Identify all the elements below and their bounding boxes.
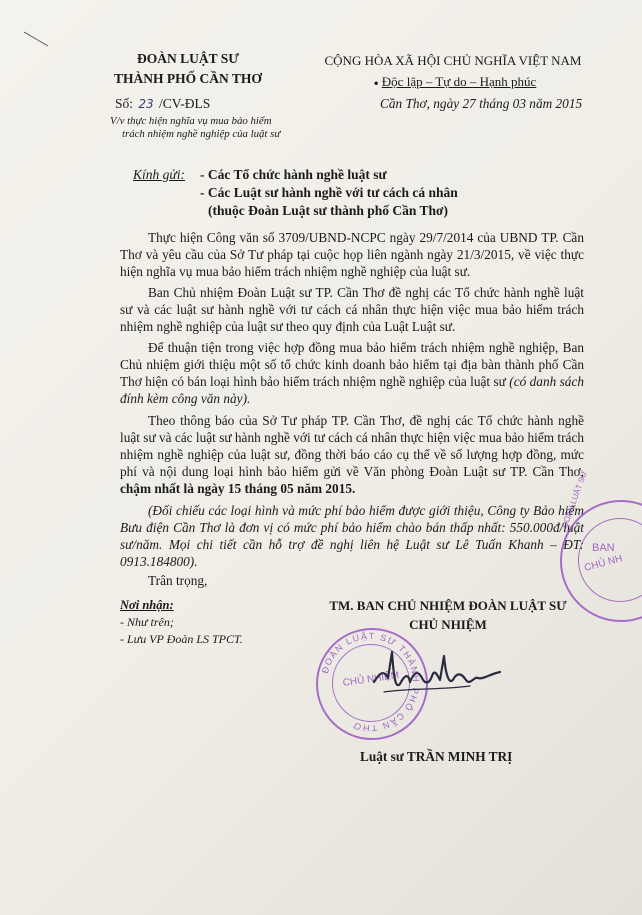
paragraph-4-content: [120, 412, 584, 497]
paragraph-4-text: Theo thông báo của Sở Tư pháp TP. Cần Thơ, đề nghị các Tổ chức hành nghề luật sư và các luật sư hành nghề với tư cách cá nhân thực hiện việc mua bảo hiểm trách nhiệm nghề nghiệp của luật sư, đồng thời báo cáo cụ thể về số lượng hợp đồng, mức phí và nội dung loại hình bảo hiểm gửi về Văn phòng Đoàn Luật sư TP. Cần Thơ,: [120, 413, 584, 479]
distribution-item-2: - Lưu VP Đoàn LS TPCT.: [120, 632, 243, 646]
signer-name: Luật sư TRẦN MINH TRỊ: [360, 749, 513, 764]
handwritten-signature: [370, 642, 520, 712]
distribution-item-1: - Như trên;: [120, 615, 174, 629]
document-number-suffix: /CV-ĐLS: [159, 96, 211, 111]
paragraph-4-deadline: chậm nhất là ngày 15 tháng 05 năm 2015.: [120, 481, 356, 496]
paragraph-2-text: Ban Chủ nhiệm Đoàn Luật sư TP. Cần Thơ đề nghị các Tổ chức hành nghề luật sư và các luật sư hành nghề với tư cách cá nhân thực hiện việc mua bảo hiểm trách nhiệm nghề nghiệp của luật sư theo quy định của Luật Luật sư.: [120, 285, 584, 334]
document-number-handwritten: 23: [138, 97, 154, 111]
closing-greeting: Trân trọng,: [148, 573, 208, 588]
paragraph-3-content: [120, 339, 584, 407]
paragraph-5-note: [120, 502, 584, 570]
official-stamp-center-text: CHỦ NHIỆM: [342, 670, 400, 689]
distribution-label: Nơi nhận:: [120, 598, 174, 612]
motto-bullet-icon: ●: [373, 78, 379, 88]
nation-motto-text: Độc lập – Tự do – Hạnh phúc: [381, 74, 537, 89]
org-name-line1: ĐOÀN LUẬT SƯ: [136, 51, 239, 66]
edge-stamp-text2: CHỦ NH: [583, 553, 624, 574]
document-number: [115, 96, 210, 112]
official-stamp-ring-label: ĐOÀN LUẬT SƯ THÀNH PHỐ CẦN THƠ: [319, 630, 422, 734]
subject-line2: trách nhiệm nghề nghiệp của luật sư: [122, 128, 281, 140]
nation-title: CỘNG HÒA XÃ HỘI CHỦ NGHĨA VIỆT NAM: [324, 53, 582, 68]
paragraph-4: [120, 412, 584, 497]
document-number-label: Số:: [115, 96, 134, 111]
edge-stamp-text1: BAN: [592, 542, 615, 554]
paragraph-2: [120, 284, 584, 335]
recipient-line3: (thuộc Đoàn Luật sư thành phố Cần Thơ): [208, 203, 449, 218]
recipients-label: Kính gửi:: [133, 167, 185, 182]
org-name-line2: THÀNH PHỐ CẦN THƠ: [114, 71, 262, 86]
recipient-line1: - Các Tổ chức hành nghề luật sư: [200, 167, 387, 182]
paragraph-3: [120, 339, 584, 407]
subject-line1: V/v thực hiện nghĩa vụ mua bảo hiểm: [110, 115, 272, 127]
paragraph-5-text: (Đối chiếu các loại hình và mức phí bảo hiểm được giới thiệu, Công ty Bảo hiểm Bưu điện Cần Thơ là đơn vị có mức phí bảo hiểm chào bán thấp nhất: 550.000đ/luật sư/năm. Mọi chi tiết cần hỗ trợ đề nghị liên hệ Luật sư Lê Tuấn Khanh – ĐT: 0913.184800).: [120, 503, 584, 569]
paragraph-3-text: Để thuận tiện trong việc hợp đồng mua bảo hiểm trách nhiệm nghề nghiệp, Ban Chủ nhiệm giới thiệu một số tổ chức kinh doanh bảo hiểm tại địa bàn thành phố Cần Thơ hiện có bán loại hình bảo hiểm trách nhiệm nghề nghiệp của luật sư: [120, 340, 584, 389]
signature-role-line2: CHỦ NHIỆM: [409, 617, 487, 632]
stray-pen-mark: [22, 30, 52, 50]
paragraph-1-text: Thực hiện Công văn số 3709/UBND-NCPC ngày 29/7/2014 của UBND TP. Cần Thơ và yêu cầu của Sở Tư pháp tại cuộc họp liên ngành ngày 21/3/2015, về việc thực hiện nghĩa vụ mua bảo hiểm trách nhiệm nghề nghiệp của luật sư.: [120, 230, 584, 279]
paragraph-1: [120, 229, 584, 280]
paragraph-3-italic: (có danh sách đính kèm công văn này).: [120, 374, 585, 406]
nation-motto: [370, 74, 540, 90]
signature-role-line1: TM. BAN CHỦ NHIỆM ĐOÀN LUẬT SƯ: [329, 598, 567, 613]
place-date: Cần Thơ, ngày 27 tháng 03 năm 2015: [380, 96, 583, 111]
recipient-line2: - Các Luật sư hành nghề với tư cách cá nhân: [200, 185, 458, 200]
edge-stamp-ring-text: ĐOÀN LUẬT SƯ: [560, 469, 589, 530]
